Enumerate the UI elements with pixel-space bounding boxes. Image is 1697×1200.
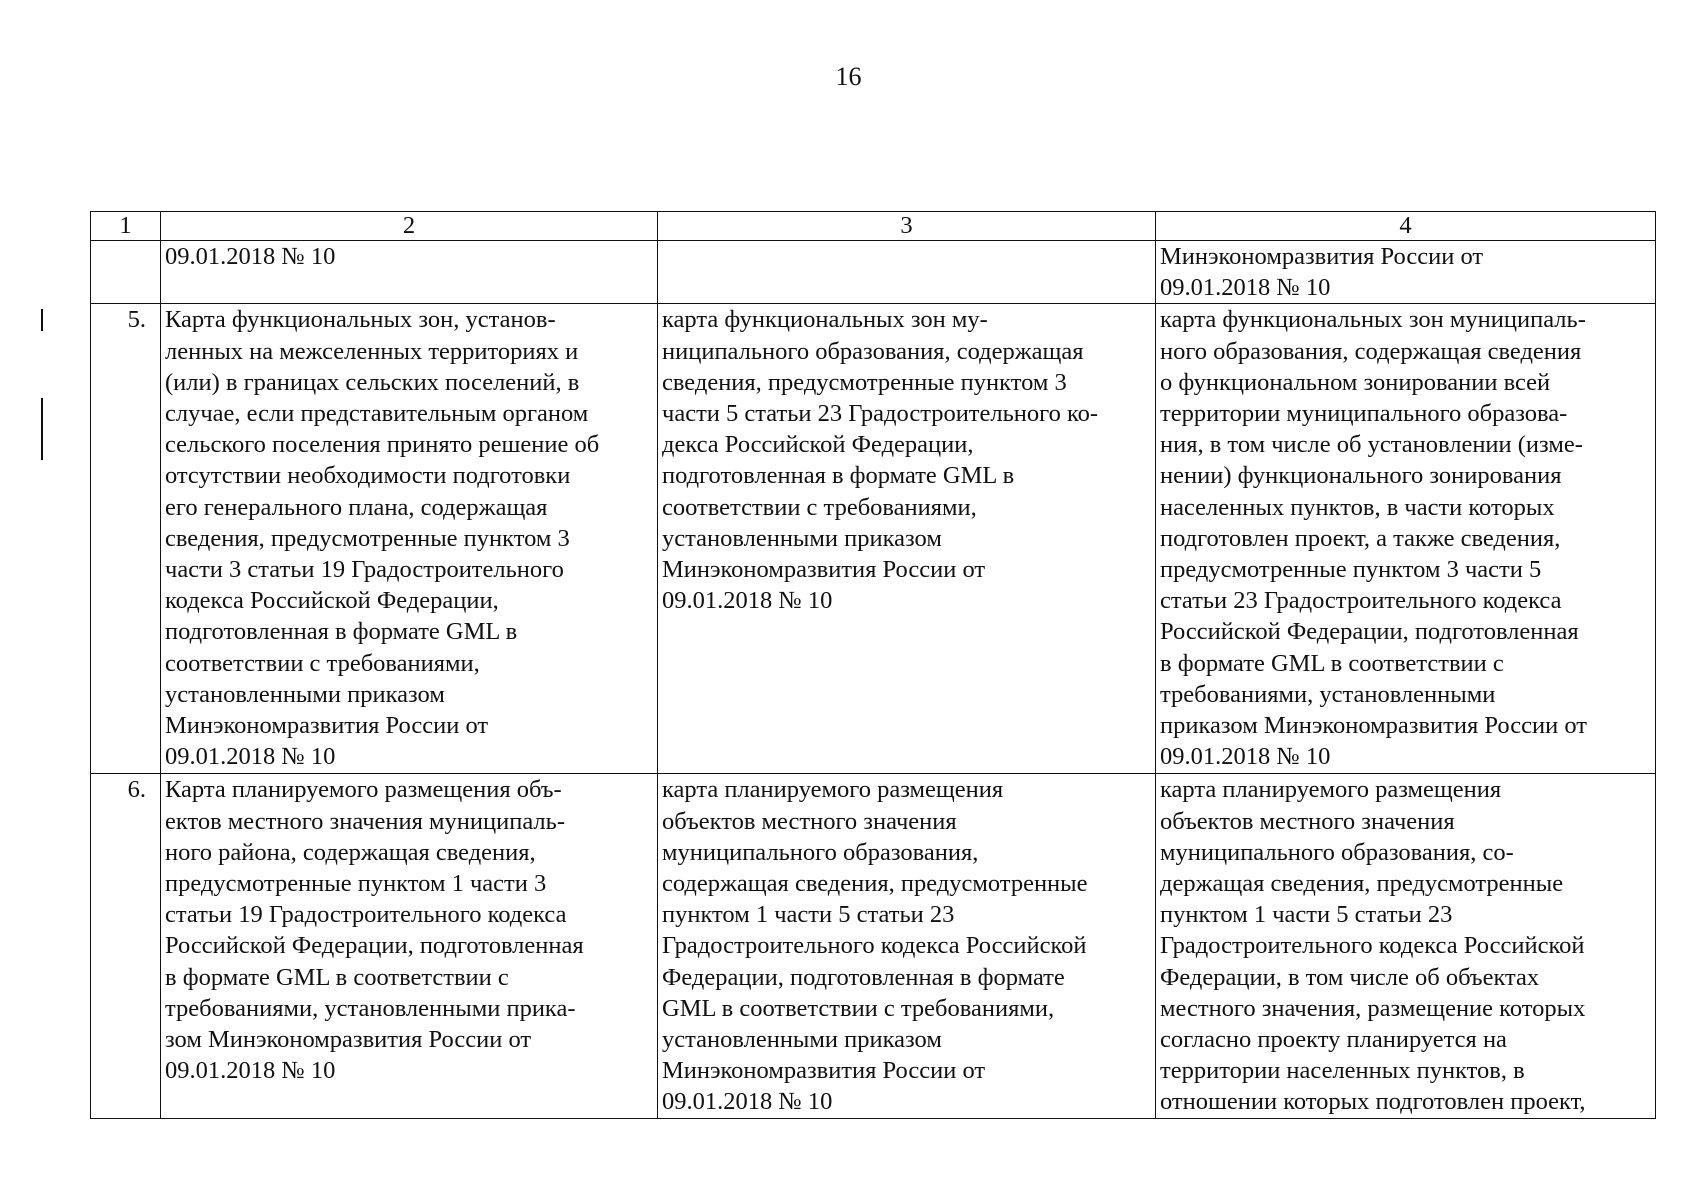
cell-text-line: карта функциональных зон муниципаль- bbox=[1160, 306, 1586, 334]
table-cell-c2 bbox=[161, 241, 658, 304]
cell-text-line: Минэкономразвития России от bbox=[662, 1057, 986, 1085]
cell-text-line: в формате GML в соответствии с bbox=[1160, 649, 1504, 677]
cell-text-line: муниципального образования, bbox=[662, 838, 979, 866]
cell-text-line: ектов местного значения муниципаль- bbox=[165, 807, 565, 835]
table-cell-c3 bbox=[658, 241, 1156, 304]
cell-text-line: Федерации, в том числе об объектах bbox=[1160, 963, 1540, 991]
cell-text-line: территории муниципального образова- bbox=[1160, 400, 1568, 428]
cell-text-line: Минэкономразвития России от bbox=[1160, 243, 1484, 270]
revision-margin-bar bbox=[41, 398, 43, 460]
cell-text-line: Градостроительного кодекса Российской bbox=[1160, 932, 1585, 960]
cell-text-line: содержащая сведения, предусмотренные bbox=[662, 870, 1088, 898]
cell-text-line: его генерального плана, содержащая bbox=[165, 493, 548, 521]
cell-text-line: объектов местного значения bbox=[1160, 807, 1455, 835]
table-row bbox=[91, 774, 1656, 1118]
table-row bbox=[91, 304, 1656, 774]
cell-text-line: 09.01.2018 № 10 bbox=[1160, 743, 1331, 771]
cell-text-line: населенных пунктов, в части которых bbox=[1160, 493, 1555, 521]
cell-text-line: в формате GML в соответствии с bbox=[165, 963, 509, 991]
cell-text-line: местного значения, размещение которых bbox=[1160, 994, 1586, 1022]
cell-text-line: случае, если представительным органом bbox=[165, 400, 589, 428]
column-header: 2 bbox=[161, 212, 658, 241]
cell-text-line: ленных на межселенных территориях и bbox=[165, 337, 579, 365]
table-cell-c3 bbox=[658, 304, 1156, 774]
cell-text-line: части 5 статьи 23 Градостроительного ко- bbox=[662, 400, 1099, 428]
cell-text-line: 09.01.2018 № 10 bbox=[662, 587, 833, 615]
cell-text-line: зом Минэкономразвития России от bbox=[165, 1026, 532, 1054]
cell-text-line: требованиями, установленными bbox=[1160, 680, 1496, 708]
cell-text-line: (или) в границах сельских поселений, в bbox=[165, 368, 580, 396]
row-number-cell bbox=[91, 241, 161, 304]
row-number-cell: 5. bbox=[91, 304, 161, 774]
cell-text-line: Минэкономразвития России от bbox=[165, 712, 489, 740]
column-header: 4 bbox=[1156, 212, 1656, 241]
table-row bbox=[91, 241, 1656, 304]
table-cell-c2 bbox=[161, 774, 658, 1118]
cell-text-line: Карта функциональных зон, установ- bbox=[165, 306, 556, 334]
cell-text-line: ния, в том числе об установлении (изме- bbox=[1160, 431, 1583, 459]
cell-text-line: Российской Федерации, подготовленная bbox=[165, 932, 584, 960]
cell-text-line: подготовленная в формате GML в bbox=[165, 618, 518, 646]
page-number: 16 bbox=[835, 62, 862, 91]
cell-text-line: Минэкономразвития России от bbox=[662, 556, 986, 584]
revision-margin-bar bbox=[41, 309, 43, 331]
cell-text-line: карта планируемого размещения bbox=[1160, 776, 1502, 804]
cell-text-line: подготовлен проект, а также сведения, bbox=[1160, 524, 1561, 552]
column-header: 3 bbox=[658, 212, 1156, 241]
cell-text-line: сведения, предусмотренные пунктом 3 bbox=[165, 524, 570, 552]
cell-text-line: пунктом 1 части 5 статьи 23 bbox=[662, 901, 955, 929]
cell-text-line: подготовленная в формате GML в bbox=[662, 462, 1015, 490]
cell-text-line: сельского поселения принято решение об bbox=[165, 431, 600, 459]
cell-text-line: 09.01.2018 № 10 bbox=[165, 1057, 336, 1085]
cell-text-line: статьи 23 Градостроительного кодекса bbox=[1160, 587, 1562, 615]
cell-text-line: установленными приказом bbox=[662, 1026, 942, 1054]
cell-text-line: приказом Минэкономразвития России от bbox=[1160, 712, 1587, 740]
cell-text-line: пунктом 1 части 5 статьи 23 bbox=[1160, 901, 1453, 929]
cell-text-line: статьи 19 Градостроительного кодекса bbox=[165, 901, 567, 929]
cell-text-line: кодекса Российской Федерации, bbox=[165, 587, 499, 615]
cell-text-line: GML в соответствии с требованиями, bbox=[662, 994, 1055, 1022]
table-cell-c4 bbox=[1156, 304, 1656, 774]
cell-text-line: о функциональном зонировании всей bbox=[1160, 368, 1551, 396]
cell-text-line: ниципального образования, содержащая bbox=[662, 337, 1084, 365]
cell-text-line: требованиями, установленными прика- bbox=[165, 994, 576, 1022]
table-cell-c3 bbox=[658, 774, 1156, 1118]
cell-text-line: отношении которых подготовлен проект, bbox=[1160, 1088, 1586, 1116]
column-header: 1 bbox=[91, 212, 161, 241]
cell-text-line: карта планируемого размещения bbox=[662, 776, 1004, 804]
cell-text-line: 09.01.2018 № 10 bbox=[662, 1088, 833, 1116]
document-table bbox=[90, 211, 1656, 1119]
cell-text-line: 09.01.2018 № 10 bbox=[1160, 274, 1331, 302]
cell-text-line: объектов местного значения bbox=[662, 807, 957, 835]
cell-text-line: Федерации, подготовленная в формате bbox=[662, 963, 1065, 991]
table-header-row bbox=[91, 212, 1656, 241]
cell-text-line: 09.01.2018 № 10 bbox=[165, 243, 336, 270]
cell-text-line: территории населенных пунктов, в bbox=[1160, 1057, 1525, 1085]
cell-text-line: ного образования, содержащая сведения bbox=[1160, 337, 1582, 365]
cell-text-line: части 3 статьи 19 Градостроительного bbox=[165, 556, 564, 584]
cell-text-line: ного района, содержащая сведения, bbox=[165, 838, 536, 866]
cell-text-line: Градостроительного кодекса Российской bbox=[662, 932, 1087, 960]
cell-text-line: отсутствии необходимости подготовки bbox=[165, 462, 571, 490]
cell-text-line: муниципального образования, со- bbox=[1160, 838, 1514, 866]
cell-text-line: Российской Федерации, подготовленная bbox=[1160, 618, 1579, 646]
cell-text-line: нении) функционального зонирования bbox=[1160, 462, 1562, 490]
cell-text-line: установленными приказом bbox=[662, 524, 942, 552]
cell-text-line: карта функциональных зон му- bbox=[662, 306, 988, 334]
table-cell-c4 bbox=[1156, 774, 1656, 1118]
cell-text-line: согласно проекту планируется на bbox=[1160, 1026, 1507, 1054]
cell-text-line: декса Российской Федерации, bbox=[662, 431, 974, 459]
cell-text-line: соответствии с требованиями, bbox=[165, 649, 480, 677]
table-cell-c2 bbox=[161, 304, 658, 774]
cell-text-line: соответствии с требованиями, bbox=[662, 493, 977, 521]
cell-text-line: держащая сведения, предусмотренные bbox=[1160, 870, 1564, 898]
row-number-cell: 6. bbox=[91, 774, 161, 1118]
cell-text-line: Карта планируемого размещения объ- bbox=[165, 776, 562, 804]
cell-text-line: предусмотренные пунктом 1 части 3 bbox=[165, 870, 547, 898]
table-cell-c4 bbox=[1156, 241, 1656, 304]
cell-text-line: предусмотренные пунктом 3 части 5 bbox=[1160, 556, 1542, 584]
cell-text-line: сведения, предусмотренные пунктом 3 bbox=[662, 368, 1067, 396]
cell-text-line: установленными приказом bbox=[165, 680, 445, 708]
cell-text-line: 09.01.2018 № 10 bbox=[165, 743, 336, 771]
